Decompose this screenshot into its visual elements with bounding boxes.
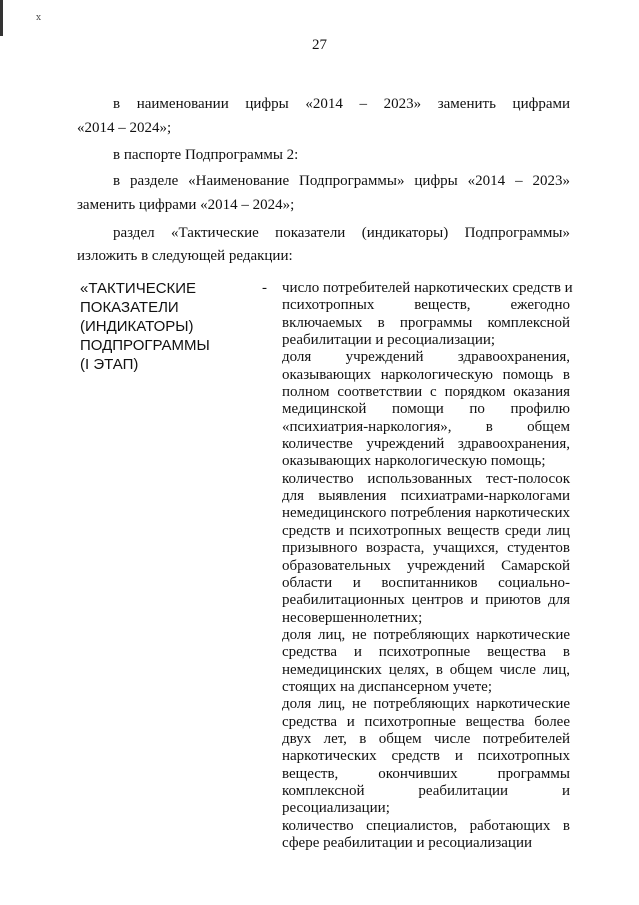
indicator-text-line: двух лет, в общем числе потребителей <box>282 730 570 747</box>
indicator-text-line: количество использованных тест-полосок <box>282 470 570 487</box>
page-number: 27 <box>312 37 327 53</box>
indicator-text-line: количество специалистов, работающих в <box>282 817 570 834</box>
indicators-heading-line: «ТАКТИЧЕСКИЕ <box>80 280 197 297</box>
list-dash: - <box>262 280 267 296</box>
indicator-text-line: медицинской помощи по профилю <box>282 401 570 418</box>
indicator-text-line: ресоциализации; <box>282 800 390 817</box>
indicators-list <box>282 280 573 852</box>
indicator-text-line: комплексной реабилитации и <box>282 782 570 799</box>
indicator-text-line: стоящих на диспансерном учете; <box>282 678 492 695</box>
indicator-text-line: образовательных учреждений Самарской <box>282 557 570 574</box>
paragraph-2: в паспорте Подпрограммы 2: <box>113 147 299 163</box>
indicator-text-line: несовершеннолетних; <box>282 609 423 626</box>
indicators-heading-line: ПОКАЗАТЕЛИ <box>80 299 179 316</box>
indicator-text-line: области и воспитанников социально- <box>282 574 570 591</box>
paragraph-4-line-1: раздел «Тактические показатели (индикаторы) Подпрограммы» <box>113 225 570 241</box>
indicator-text-line: призывного возраста, учащихся, студентов <box>282 540 570 557</box>
binding-mark <box>0 0 3 36</box>
corner-mark: ⅹ <box>36 12 42 22</box>
paragraph-1-line-2: «2014 – 2024»; <box>77 120 172 136</box>
indicator-text-line: немедицинского потребления наркотических <box>282 505 570 522</box>
indicator-text-line: сфере реабилитации и ресоциализации <box>282 835 533 851</box>
indicator-text-line: для выявления психиатрами-наркологами <box>282 488 570 505</box>
indicator-text-line: включаемых в программы комплексной <box>282 314 570 331</box>
indicator-text-line: количестве учреждений здравоохранения, <box>282 436 570 453</box>
paragraph-3-line-2: заменить цифрами «2014 – 2024»; <box>77 197 295 213</box>
indicator-text-line: средства и психотропные вещества в <box>282 644 570 661</box>
indicator-text-line: средства и психотропные вещества более <box>282 713 570 730</box>
indicator-text-line: доля учреждений здравоохранения, <box>282 349 570 366</box>
indicator-text-line: веществ, окончивших программы <box>282 765 570 782</box>
indicator-text-line: средств и психотропных веществ среди лиц <box>282 522 570 539</box>
indicators-heading-line: ПОДПРОГРАММЫ <box>80 337 210 354</box>
indicator-text-line: немедицинских целях, в общем числе лиц, <box>282 661 570 678</box>
paragraph-4-line-2: изложить в следующей редакции: <box>77 248 293 264</box>
indicator-text-line: доля лиц, не потребляющих наркотические <box>282 626 570 643</box>
indicators-heading-line: (ИНДИКАТОРЫ) <box>80 318 194 335</box>
paragraph-3-line-1: в разделе «Наименование Подпрограммы» цифры «2014 – 2023» <box>113 173 570 189</box>
indicator-text-line: наркотических средств и психотропных <box>282 748 570 765</box>
indicator-text-line: оказывающих наркологическую помощь в <box>282 366 570 383</box>
indicator-text-line: оказывающих наркологическую помощь; <box>282 453 546 470</box>
indicator-text-line: «психиатрия-наркология», в общем <box>282 418 570 435</box>
indicator-text-line: реабилитационных центров и приютов для <box>282 592 570 609</box>
indicators-heading-line: (I ЭТАП) <box>80 356 139 373</box>
indicator-text-line: психотропных веществ, ежегодно <box>282 297 570 314</box>
indicator-text-line: доля лиц, не потребляющих наркотические <box>282 696 570 713</box>
indicator-text-line: реабилитации и ресоциализации; <box>282 332 496 349</box>
indicator-text-line: полном соответствии с порядком оказания <box>282 384 570 401</box>
indicators-heading <box>80 279 240 374</box>
indicator-text-line: число потребителей наркотических средств и <box>282 280 573 296</box>
paragraph-1-line-1: в наименовании цифры «2014 – 2023» заменить цифрами <box>113 96 570 112</box>
